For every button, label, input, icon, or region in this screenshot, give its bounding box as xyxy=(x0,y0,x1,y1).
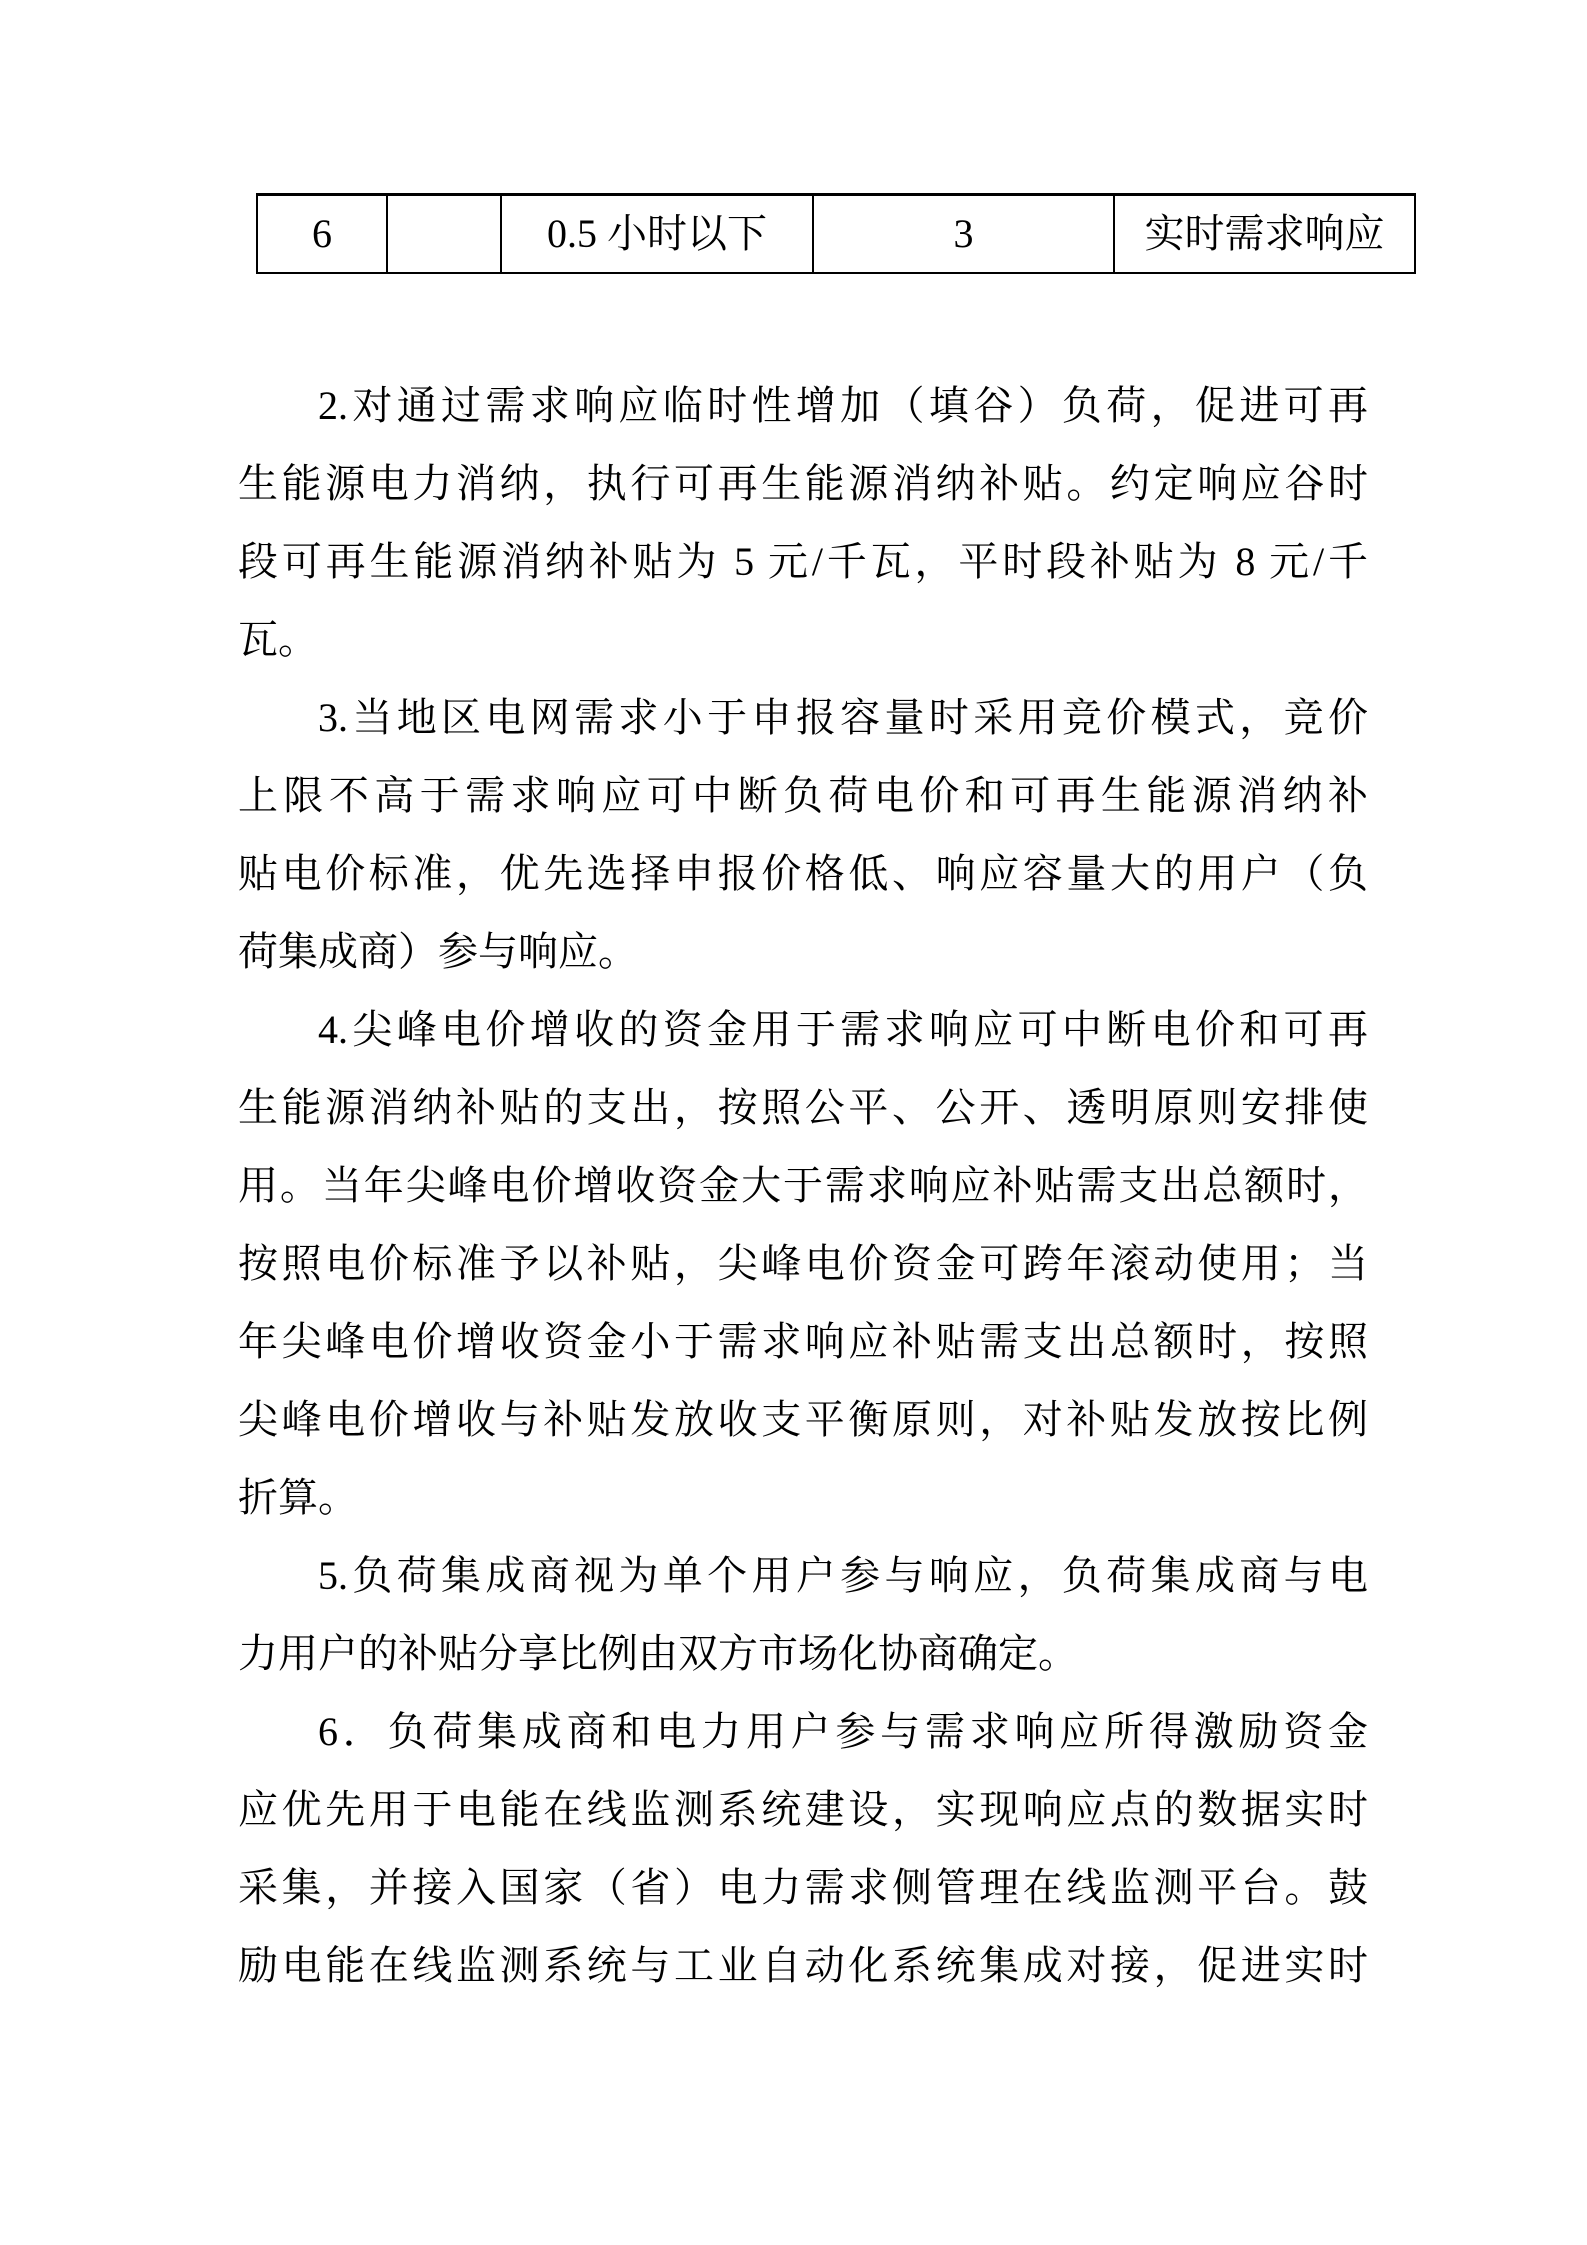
text-line: 瓦。 xyxy=(238,617,318,662)
text-line: 力用户的补贴分享比例由双方市场化协商确定。 xyxy=(238,1631,1078,1676)
cell-row-number: 6 xyxy=(257,195,387,274)
text-line: 6．负荷集成商和电力用户参与需求响应所得激励资金 xyxy=(318,1709,1368,1754)
text-line: 用。当年尖峰电价增收资金大于需求响应补贴需支出总额时， xyxy=(238,1163,1368,1208)
text-line: 生能源电力消纳，执行可再生能源消纳补贴。约定响应谷时 xyxy=(238,461,1368,506)
document-body xyxy=(238,367,1368,2005)
cell-blank xyxy=(387,195,501,274)
paragraph-4 xyxy=(238,991,1368,1537)
demand-response-table xyxy=(256,193,1416,274)
text-line: 荷集成商）参与响应。 xyxy=(238,929,638,974)
cell-response-type: 实时需求响应 xyxy=(1114,195,1415,274)
text-line: 生能源消纳补贴的支出，按照公平、公开、透明原则安排使 xyxy=(238,1085,1368,1130)
text-line: 折算。 xyxy=(238,1475,358,1520)
text-line: 段可再生能源消纳补贴为 5 元/千瓦，平时段补贴为 8 元/千 xyxy=(238,539,1368,584)
cell-price: 3 xyxy=(813,195,1114,274)
text-line: 贴电价标准，优先选择申报价格低、响应容量大的用户（负 xyxy=(238,851,1368,896)
paragraph-6 xyxy=(238,1693,1368,2005)
text-line: 上限不高于需求响应可中断负荷电价和可再生能源消纳补 xyxy=(238,773,1368,818)
table-row xyxy=(257,195,1415,274)
text-line: 5.负荷集成商视为单个用户参与响应，负荷集成商与电 xyxy=(318,1553,1368,1598)
paragraph-5 xyxy=(238,1537,1368,1693)
text-line: 采集，并接入国家（省）电力需求侧管理在线监测平台。鼓 xyxy=(238,1865,1368,1910)
paragraph-3 xyxy=(238,679,1368,991)
text-line: 尖峰电价增收与补贴发放收支平衡原则，对补贴发放按比例 xyxy=(238,1397,1368,1442)
cell-response-duration: 0.5 小时以下 xyxy=(501,195,813,274)
text-line: 2.对通过需求响应临时性增加（填谷）负荷，促进可再 xyxy=(318,383,1368,428)
text-line: 4.尖峰电价增收的资金用于需求响应可中断电价和可再 xyxy=(318,1007,1368,1052)
text-line: 3.当地区电网需求小于申报容量时采用竞价模式，竞价 xyxy=(318,695,1368,740)
text-line: 应优先用于电能在线监测系统建设，实现响应点的数据实时 xyxy=(238,1787,1368,1832)
text-line: 励电能在线监测系统与工业自动化系统集成对接，促进实时 xyxy=(238,1943,1368,1988)
text-line: 按照电价标准予以补贴，尖峰电价资金可跨年滚动使用；当 xyxy=(238,1241,1368,1286)
paragraph-2 xyxy=(238,367,1368,679)
text-line: 年尖峰电价增收资金小于需求响应补贴需支出总额时，按照 xyxy=(238,1319,1368,1364)
